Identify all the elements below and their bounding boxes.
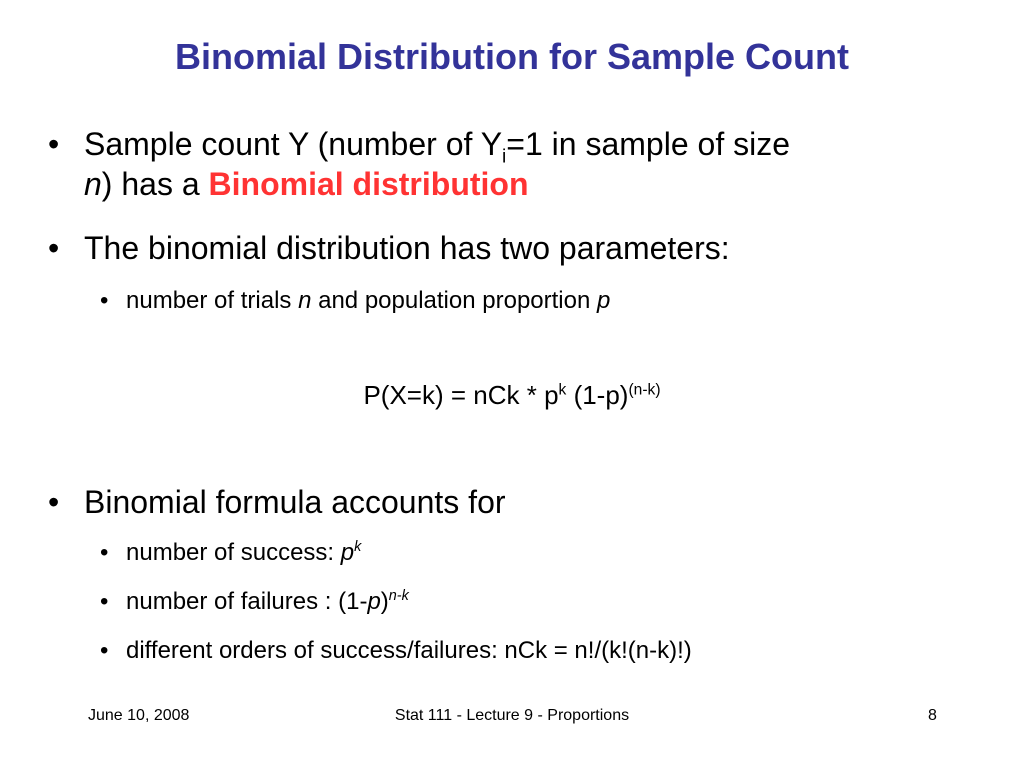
- variable-n: n: [84, 166, 102, 202]
- exponent-n-k: n-k: [388, 588, 409, 604]
- exponent-k: k: [354, 539, 362, 555]
- variable-p: p: [340, 539, 355, 566]
- bullet-text: Sample count Y (number of Y: [84, 126, 503, 162]
- bullet-text: The binomial distribution has two parameters:: [84, 230, 730, 266]
- footer-date: June 10, 2008: [88, 707, 190, 724]
- bullet-dot: •: [48, 230, 60, 266]
- sub-bullet-success: [100, 538, 980, 568]
- bullet-formula-accounts: [48, 482, 988, 522]
- formula-exponent-k: k: [558, 381, 567, 399]
- bullet-sample-count: [48, 124, 988, 204]
- bullet-text: ) has a: [101, 166, 209, 202]
- bullet-parameters: [48, 228, 988, 268]
- binomial-formula: [0, 380, 1024, 411]
- variable-n: n: [298, 287, 312, 314]
- formula-text: P(X=k) = nCk * p: [363, 380, 559, 410]
- variable-p: p: [367, 588, 381, 615]
- sub-bullet-dot: •: [100, 287, 109, 314]
- footer-course: Stat 111 - Lecture 9 - Proportions: [394, 707, 630, 724]
- footer-page-number: 8: [928, 707, 937, 724]
- highlight-binomial-distribution: Binomial distribution: [208, 166, 529, 202]
- sub-text: different orders of success/failures: nCk = n!/(k!(n-k)!): [126, 637, 692, 664]
- slide-title: Binomial Distribution for Sample Count: [175, 36, 849, 77]
- bullet-text: Binomial formula accounts for: [84, 484, 506, 520]
- bullet-text: =1 in sample of size: [506, 126, 790, 162]
- sub-bullet-dot: •: [100, 637, 109, 664]
- sub-text: ): [380, 588, 389, 615]
- sub-bullet-trials: [100, 286, 980, 316]
- sub-text: and population proportion: [311, 287, 597, 314]
- formula-text: (1-p): [566, 380, 629, 410]
- sub-bullet-orders: [100, 636, 1000, 666]
- formula-exponent-n-k: (n-k): [628, 381, 661, 399]
- bullet-dot: •: [48, 484, 60, 520]
- sub-bullet-dot: •: [100, 588, 109, 615]
- sub-text: number of failures : (1-: [126, 588, 368, 615]
- subscript-i: i: [502, 146, 507, 168]
- sub-bullet-dot: •: [100, 539, 109, 566]
- variable-p: p: [597, 287, 611, 314]
- bullet-dot: •: [48, 126, 60, 162]
- sub-text: number of success:: [126, 539, 341, 566]
- sub-text: number of trials: [126, 287, 299, 314]
- sub-bullet-failures: [100, 587, 980, 617]
